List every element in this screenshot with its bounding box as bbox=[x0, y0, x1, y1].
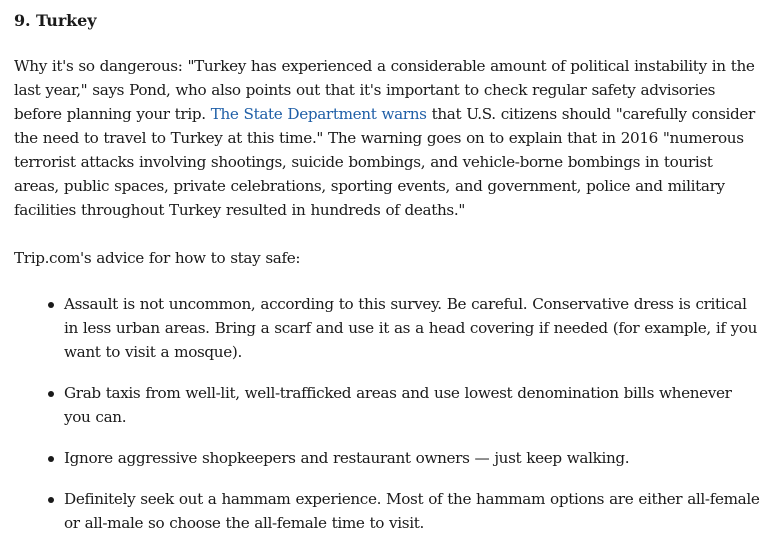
list-item bbox=[14, 292, 760, 364]
tip-text: Assault is not uncommon, according to this survey. Be careful. Conservative dress is critical in less urban areas. Bring a scarf and use it as a head covering if needed (for example, if you want to visit a mosque). bbox=[64, 295, 758, 361]
tip-text: Definitely seek out a hammam experience. Most of the hammam options are either all-female or all-male so choose the all-female time to visit. bbox=[64, 490, 760, 532]
tip-text: Ignore aggressive shopkeepers and restaurant owners — just keep walking. bbox=[64, 449, 630, 467]
list-item bbox=[14, 446, 760, 470]
safety-tips-list bbox=[14, 292, 760, 535]
advice-intro: Trip.com's advice for how to stay safe: bbox=[14, 249, 301, 267]
tip-text: Grab taxis from well-lit, well-trafficked areas and use lowest denomination bills whenever you can. bbox=[64, 384, 732, 426]
bullet-icon bbox=[48, 391, 54, 397]
intro-paragraph bbox=[14, 54, 760, 222]
list-item bbox=[14, 381, 760, 429]
intro-text-part1: Why it's so dangerous: "Turkey has experienced a considerable amount of political instability in the last year," says Pond, who also points out that it's important to check regular safety advisories before planning your trip. bbox=[14, 57, 755, 123]
section-heading: 9. Turkey bbox=[14, 11, 97, 30]
bullet-icon bbox=[48, 497, 54, 503]
list-item bbox=[14, 487, 760, 535]
intro-text-part2: that U.S. citizens should "carefully consider the need to travel to Turkey at this time." The warning goes on to explain that in 2016 "numerous terrorist attacks involving shootings, suicide bombings, and vehicle-borne bombings in tourist areas, public spaces, private celebrations, sporting events, and government, police and military facilities throughout Turkey resulted in hundreds of deaths." bbox=[14, 105, 755, 219]
state-department-link[interactable]: The State Department warns bbox=[210, 105, 427, 123]
bullet-icon bbox=[48, 302, 54, 308]
bullet-icon bbox=[48, 456, 54, 462]
